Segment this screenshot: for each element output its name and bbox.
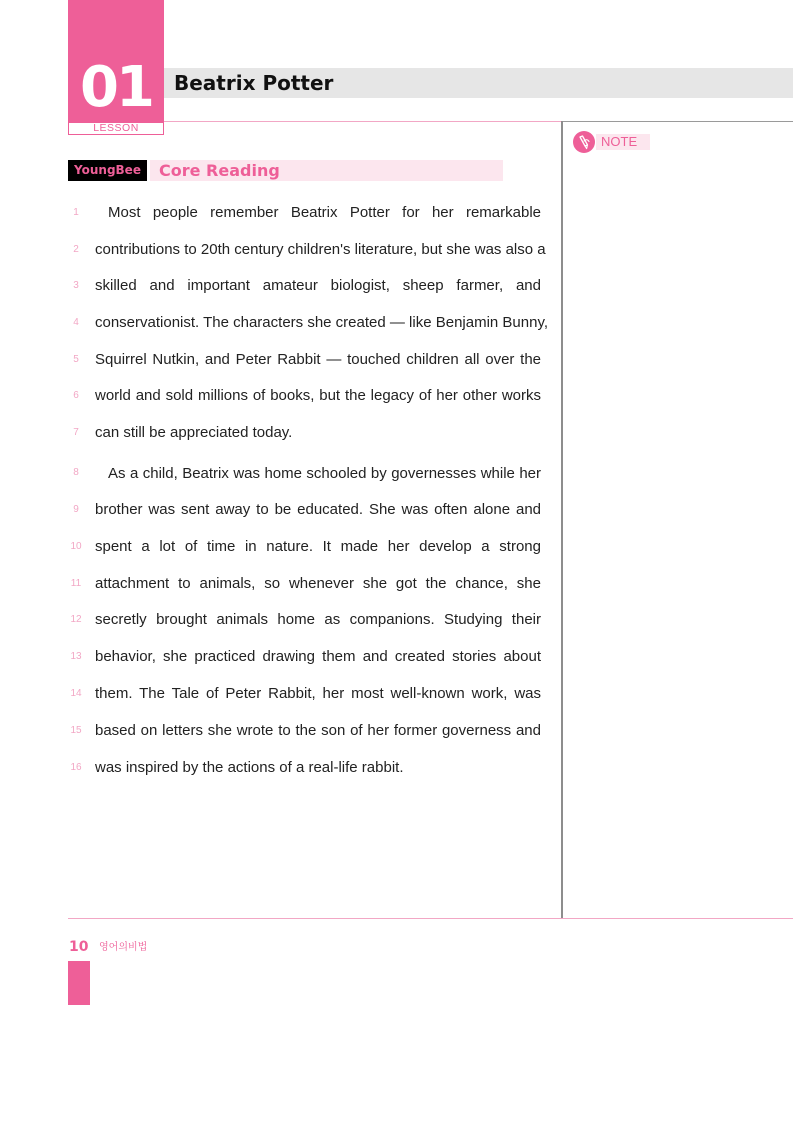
pencil-icon	[573, 131, 595, 153]
reading-line: can still be appreciated today.	[95, 424, 293, 441]
line-number: 12	[70, 614, 82, 625]
lesson-number: 01	[80, 55, 152, 120]
line-number: 6	[73, 390, 79, 401]
section-title-bar	[150, 160, 503, 181]
reading-line: spent a lot of time in nature. It made her develop a strong	[95, 538, 541, 555]
note-tag	[596, 134, 650, 150]
footer-tab	[68, 961, 90, 1005]
line-number: 13	[70, 651, 82, 662]
lesson-title-bar	[164, 68, 793, 98]
reading-line: skilled and important amateur biologist, sheep farmer, and	[95, 277, 541, 294]
reading-line: contributions to 20th century children's literature, but she was also a	[95, 241, 546, 258]
reading-line: world and sold millions of books, but the legacy of her other works	[95, 387, 541, 404]
line-number: 3	[73, 280, 79, 291]
line-number: 5	[73, 354, 79, 365]
line-number: 1	[73, 207, 79, 218]
header-divider	[164, 121, 562, 122]
reading-line: them. The Tale of Peter Rabbit, her most well-known work, was	[95, 685, 541, 702]
lesson-number-block	[68, 0, 164, 122]
footer-divider	[68, 918, 793, 919]
line-number: 4	[73, 317, 79, 328]
line-number: 7	[73, 427, 79, 438]
line-number: 9	[73, 504, 79, 515]
line-number: 15	[70, 725, 82, 736]
line-number: 10	[70, 541, 82, 552]
reading-line: As a child, Beatrix was home schooled by governesses while her	[108, 465, 541, 482]
line-number: 11	[70, 578, 82, 589]
note-label: NOTE	[601, 134, 638, 149]
reading-line: Squirrel Nutkin, and Peter Rabbit — touched children all over the	[95, 351, 541, 368]
book-title: 영어의비법	[99, 942, 148, 953]
reading-line: Most people remember Beatrix Potter for her remarkable	[108, 204, 541, 221]
line-number: 8	[73, 467, 79, 478]
lesson-label: LESSON	[68, 122, 164, 135]
note-header-divider	[562, 121, 793, 122]
reading-line: secretly brought animals home as companions. Studying their	[95, 611, 541, 628]
line-number: 2	[73, 244, 79, 255]
line-number: 14	[70, 688, 82, 699]
section-title: Core Reading	[159, 161, 280, 180]
reading-line: attachment to animals, so whenever she got the chance, she	[95, 575, 541, 592]
reading-line: was inspired by the actions of a real-life rabbit.	[95, 759, 404, 776]
lesson-title: Beatrix Potter	[174, 71, 334, 95]
youngbee-badge: YoungBee	[68, 160, 147, 181]
column-divider	[561, 121, 563, 919]
line-number: 16	[70, 762, 82, 773]
page-number: 10	[69, 939, 89, 955]
reading-line: behavior, she practiced drawing them and created stories about	[95, 648, 541, 665]
reading-line: based on letters she wrote to the son of her former governess and	[95, 722, 541, 739]
reading-line: brother was sent away to be educated. She was often alone and	[95, 501, 541, 518]
reading-line: conservationist. The characters she created — like Benjamin Bunny,	[95, 314, 549, 331]
